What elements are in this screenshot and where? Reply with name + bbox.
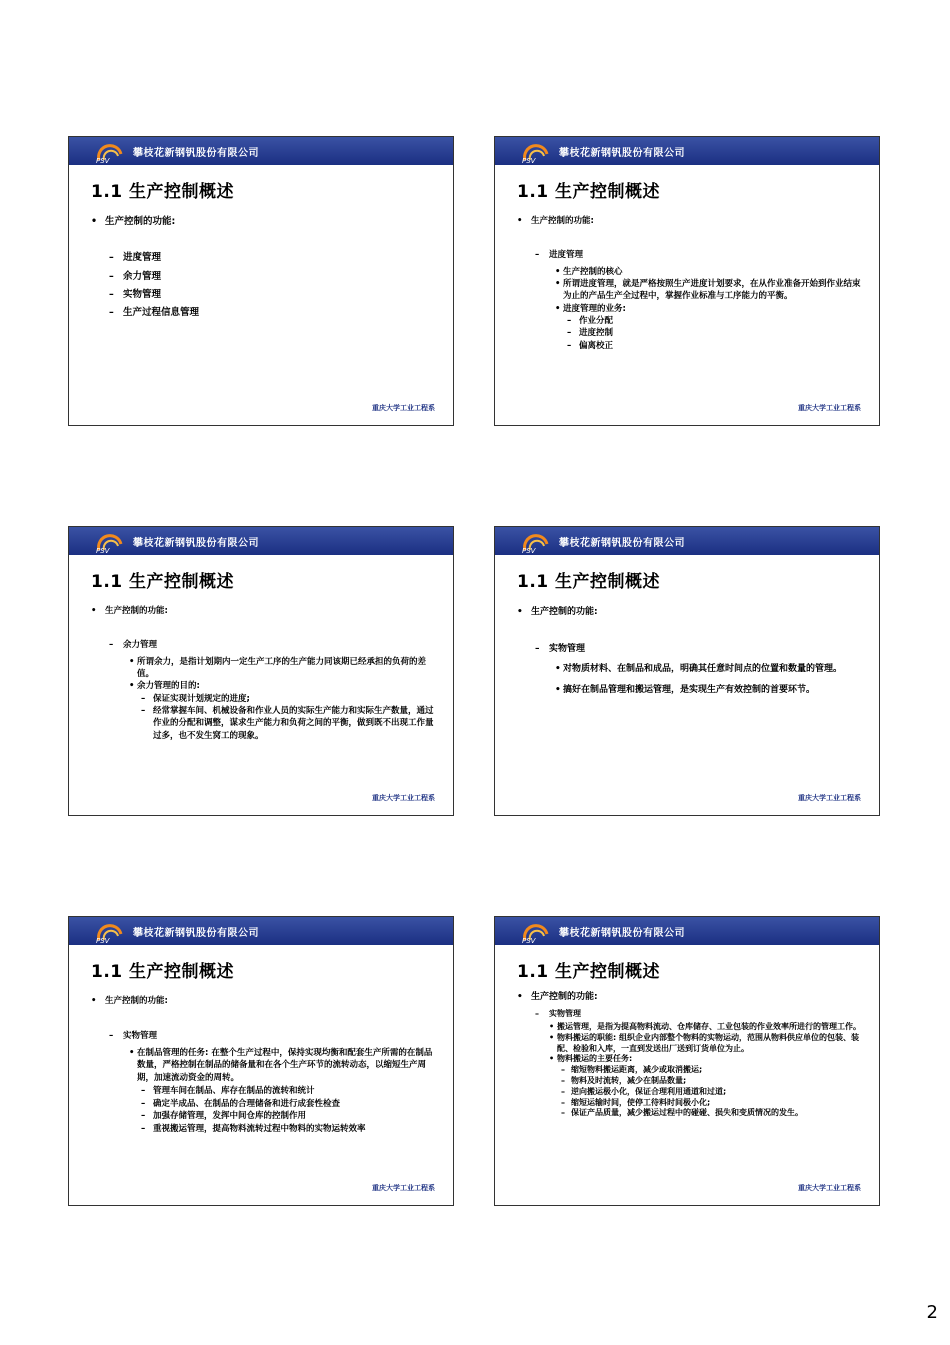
slide-header bbox=[69, 917, 453, 945]
slide-title: 1.1 生产控制概述 bbox=[91, 962, 235, 982]
list-item: • 物料搬运的职能: 组织企业内部整个物料的实物运动，范围从物料供应单位的包装、装配、检验和入库，一直到发送出厂送到订货单位为止。 bbox=[517, 1033, 861, 1055]
list-item: – 余力管理 bbox=[91, 639, 435, 651]
page-number: 2 bbox=[926, 1302, 938, 1323]
slide-body bbox=[517, 215, 861, 352]
slide-body bbox=[517, 991, 861, 1119]
bullet: • 生产控制的功能: bbox=[517, 605, 861, 620]
list-item: – 余力管理 bbox=[91, 270, 435, 284]
list-item: – 进度控制 bbox=[517, 327, 861, 339]
list-item: – 进度管理 bbox=[517, 249, 861, 261]
company-name: 攀枝花新钢钒股份有限公司 bbox=[559, 928, 685, 939]
list-item: – 保证实现计划规定的进度; bbox=[91, 693, 435, 705]
list-item: • 物料搬运的主要任务: bbox=[517, 1054, 861, 1065]
list-item: – 偏离校正 bbox=[517, 340, 861, 352]
slide-2 bbox=[494, 136, 880, 426]
slide-title: 1.1 生产控制概述 bbox=[517, 962, 661, 982]
slide-title: 1.1 生产控制概述 bbox=[517, 572, 661, 592]
bullet: • 生产控制的功能: bbox=[91, 605, 435, 617]
list-item: – 逆向搬运极小化，保证合理利用通道和过道; bbox=[517, 1087, 861, 1098]
slide-title: 1.1 生产控制概述 bbox=[91, 182, 235, 202]
list-item: • 余力管理的目的: bbox=[91, 680, 435, 692]
list-item: – 物料及时流转，减少在制品数量; bbox=[517, 1076, 861, 1087]
list-item: • 所谓余力，是指计划期内一定生产工序的生产能力同该期已经承担的负荷的差值。 bbox=[91, 656, 435, 681]
psv-logo-icon bbox=[521, 142, 551, 164]
slide-5 bbox=[68, 916, 454, 1206]
list-item: – 加强存储管理，发挥中间仓库的控制作用 bbox=[91, 1110, 435, 1123]
slide-header bbox=[495, 527, 879, 555]
company-name: 攀枝花新钢钒股份有限公司 bbox=[133, 928, 259, 939]
slide-body bbox=[91, 995, 435, 1136]
psv-logo-icon bbox=[95, 532, 125, 554]
slide-footer: 重庆大学工业工程系 bbox=[372, 794, 435, 802]
slide-3 bbox=[68, 526, 454, 816]
company-name: 攀枝花新钢钒股份有限公司 bbox=[559, 148, 685, 159]
slide-header bbox=[495, 917, 879, 945]
company-name: 攀枝花新钢钒股份有限公司 bbox=[133, 148, 259, 159]
slide-header bbox=[69, 137, 453, 165]
slide-footer: 重庆大学工业工程系 bbox=[798, 404, 861, 412]
psv-logo-icon bbox=[95, 922, 125, 944]
list-item: – 缩短运输时间，使停工待料时间极小化; bbox=[517, 1098, 861, 1109]
slide-footer: 重庆大学工业工程系 bbox=[372, 1184, 435, 1192]
slide-header bbox=[495, 137, 879, 165]
list-item: • 进度管理的业务: bbox=[517, 303, 861, 315]
list-item: – 重视搬运管理，提高物料流转过程中物料的实物运转效率 bbox=[91, 1123, 435, 1136]
list-item: – 实物管理 bbox=[91, 1030, 435, 1043]
slide-body bbox=[91, 605, 435, 742]
slide-body bbox=[517, 605, 861, 698]
list-item: – 经常掌握车间、机械设备和作业人员的实际生产能力和实际生产数量，通过作业的分配和调整，谋求生产能力和负荷之间的平衡，做到既不出现工作量过多，也不发生窝工的现象。 bbox=[91, 705, 435, 742]
list-item: • 在制品管理的任务: 在整个生产过程中，保持实现均衡和配套生产所需的在制品数量，严格控制在制品的储备量和在各个生产环节的流转动态，以缩短生产周期，加速流动资金的周转。 bbox=[91, 1047, 435, 1085]
slide-title: 1.1 生产控制概述 bbox=[91, 572, 235, 592]
slide-body bbox=[91, 215, 435, 324]
slide-footer: 重庆大学工业工程系 bbox=[798, 794, 861, 802]
bullet: • 生产控制的功能: bbox=[91, 215, 435, 229]
slide-4 bbox=[494, 526, 880, 816]
list-item: – 保证产品质量，减少搬运过程中的碰碰、损失和变质情况的发生。 bbox=[517, 1108, 861, 1119]
slide-footer: 重庆大学工业工程系 bbox=[372, 404, 435, 412]
list-item: – 生产过程信息管理 bbox=[91, 306, 435, 320]
slide-6 bbox=[494, 916, 880, 1206]
company-name: 攀枝花新钢钒股份有限公司 bbox=[559, 538, 685, 549]
psv-logo-icon bbox=[521, 532, 551, 554]
company-name: 攀枝花新钢钒股份有限公司 bbox=[133, 538, 259, 549]
list-item: – 实物管理 bbox=[517, 642, 861, 657]
list-item: – 作业分配 bbox=[517, 315, 861, 327]
list-item: – 管理车间在制品、库存在制品的流转和统计 bbox=[91, 1085, 435, 1098]
list-item: – 进度管理 bbox=[91, 251, 435, 265]
psv-logo-icon bbox=[521, 922, 551, 944]
slide-header bbox=[69, 527, 453, 555]
list-item: • 搞好在制品管理和搬运管理，是实现生产有效控制的首要环节。 bbox=[517, 683, 861, 698]
list-item: • 所谓进度管理，就是严格按照生产进度计划要求，在从作业准备开始到作业结束为止的产品生产全过程中，掌握作业标准与工序能力的平衡。 bbox=[517, 278, 861, 303]
list-item: – 实物管理 bbox=[91, 288, 435, 302]
bullet: • 生产控制的功能: bbox=[91, 995, 435, 1008]
slide-footer: 重庆大学工业工程系 bbox=[798, 1184, 861, 1192]
list-item: – 确定半成品、在制品的合理储备和进行成套性检查 bbox=[91, 1098, 435, 1111]
slide-1 bbox=[68, 136, 454, 426]
list-item: – 实物管理 bbox=[517, 1009, 861, 1020]
bullet: • 生产控制的功能: bbox=[517, 991, 861, 1003]
slide-title: 1.1 生产控制概述 bbox=[517, 182, 661, 202]
list-item: • 搬运管理，是指为提高物料流动、仓库储存、工业包装的作业效率所进行的管理工作。 bbox=[517, 1022, 861, 1033]
bullet: • 生产控制的功能: bbox=[517, 215, 861, 227]
psv-logo-icon bbox=[95, 142, 125, 164]
list-item: • 对物质材料、在制品和成品，明确其任意时间点的位置和数量的管理。 bbox=[517, 662, 861, 677]
list-item: – 缩短物料搬运距离，减少或取消搬运; bbox=[517, 1065, 861, 1076]
list-item: • 生产控制的核心 bbox=[517, 266, 861, 278]
